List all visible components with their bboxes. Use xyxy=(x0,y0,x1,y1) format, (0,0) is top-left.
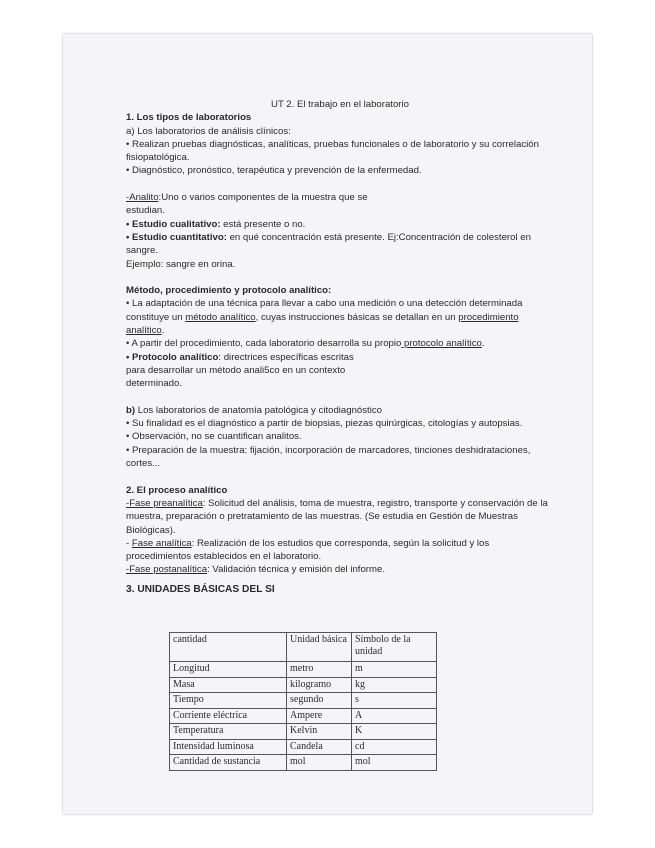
metodo-bullet-2-text: • A partir del procedimiento, cada laboratorio desarrolla su propio xyxy=(126,338,402,350)
metodo-bullet-1 xyxy=(126,297,556,337)
protocolo-label: • Protocolo analítico xyxy=(126,351,219,363)
procedimiento-analitico-link: procedimiento analítico xyxy=(126,311,519,337)
table-cell: Temperatura xyxy=(170,724,287,740)
section-3-heading: 3. UNIDADES BÁSICAS DEL SI xyxy=(126,583,275,595)
fase-analitica-label: Fase analítica xyxy=(131,537,192,549)
cualitativo-label: • Estudio cualitativo: xyxy=(126,218,221,230)
section-1a-bullet-2: • Diagnóstico, pronóstico, terapéutica y prevención de la enfermedad. xyxy=(126,165,422,177)
table-cell: Intensidad luminosa xyxy=(170,739,287,755)
fase-postanalitica xyxy=(126,563,556,576)
document-title: UT 2. El trabajo en el laboratorio xyxy=(271,99,409,110)
table-row xyxy=(170,755,437,771)
fase-preanalitica xyxy=(126,497,556,537)
section-1b-label: b) xyxy=(126,404,136,416)
metodo-bullet-1-text-2: , cuyas instrucciones básicas se detallan en un xyxy=(255,311,459,323)
table-cell: Masa xyxy=(170,677,287,693)
protocolo-line-2: para desarrollar un método anali5co en un contexto xyxy=(126,364,346,376)
metodo-bullet-1-end: . xyxy=(161,325,165,337)
table-cell: mol xyxy=(287,755,352,771)
table-cell: s xyxy=(352,693,437,709)
table-row xyxy=(170,677,437,693)
table-cell: Tiempo xyxy=(170,693,287,709)
section-1a-bullet-1: • Realizan pruebas diagnósticas, analíticas, pruebas funcionales o de laboratorio y su correlación fisiopatológica. xyxy=(126,138,539,164)
cuantitativo-text: en qué concentración está presente. Ej:Concentración de colesterol en sangre. xyxy=(126,231,531,257)
table-cell: Candela xyxy=(287,739,352,755)
table-cell: Ampere xyxy=(287,708,352,724)
metodo-bullet-2-end: . xyxy=(481,338,485,350)
table-header-cell: Unidad básica xyxy=(287,633,352,662)
analito-label: -Analito xyxy=(126,192,159,204)
table-cell: K xyxy=(352,724,437,740)
fase-postanalitica-text: : Validación técnica y emisión del informe. xyxy=(207,564,385,576)
table-row xyxy=(170,724,437,740)
section-1b-text: Los laboratorios de anatomía patológica y citodiagnóstico xyxy=(135,404,382,416)
table-cell: metro xyxy=(287,662,352,678)
cuantitativo-line xyxy=(126,231,556,258)
table-header-row xyxy=(170,633,437,662)
section-1b-bullet-3: • Preparación de la muestra: fijación, incorporación de marcadores, tinciones deshidrataciones, cortes... xyxy=(126,444,531,470)
document-body xyxy=(126,98,556,596)
section-1b-bullet-2: • Observación, no se cuantifican analitos. xyxy=(126,431,302,443)
table-cell: m xyxy=(352,662,437,678)
metodo-bullet-2 xyxy=(126,337,556,350)
table-row xyxy=(170,662,437,678)
table-cell: cd xyxy=(352,739,437,755)
table-row xyxy=(170,739,437,755)
table-header-cell: cantidad xyxy=(170,633,287,662)
fase-analitica-text: : Realización de los estudios que corresponda, según la solicitud y los procedimientos establecidos en el laboratorio. xyxy=(126,537,490,563)
section-2-heading: 2. El proceso analítico xyxy=(126,484,228,496)
metodo-bullet-1-text: • La adaptación de una técnica para llevar a cabo una medición o una detección determinada constituye un xyxy=(126,298,523,323)
table-cell: A xyxy=(352,708,437,724)
fase-analitica-prefix: - xyxy=(126,537,132,549)
protocolo-analitico-link: protocolo analítico xyxy=(401,338,482,350)
metodo-heading: Método, procedimiento y protocolo analítico: xyxy=(126,285,332,297)
metodo-analitico-link: método analítico xyxy=(185,311,256,323)
fase-preanalitica-label: -Fase preanalítica xyxy=(126,497,203,509)
cualitativo-text: está presente o no. xyxy=(220,218,306,230)
analito-definition xyxy=(126,191,371,218)
fase-preanalitica-text: : Solicitud del análisis, toma de muestra, registro, transporte y conservación de la muestra, preparación o pretratamiento de las muestras. (Se estudia en Gestión de Muestras Biológicas). xyxy=(126,497,548,536)
section-1a-heading: a) Los laboratorios de análisis clínicos: xyxy=(126,125,291,137)
cuantitativo-label: • Estudio cuantitativo: xyxy=(126,231,227,243)
table-row xyxy=(170,708,437,724)
analito-text: :Uno o varios componentes de la muestra que se estudian. xyxy=(126,192,368,217)
section-1b-heading xyxy=(126,404,556,417)
ejemplo-line: Ejemplo: sangre en orina. xyxy=(126,258,236,270)
protocolo-text: : directrices específicas escritas xyxy=(218,351,354,363)
fase-analitica xyxy=(126,537,556,564)
table-cell: kilogramo xyxy=(287,677,352,693)
table-cell: Corriente eléctrica xyxy=(170,708,287,724)
protocolo-line-3: determinado. xyxy=(126,378,182,390)
si-units-table xyxy=(169,632,437,771)
table-cell: Cantidad de sustancia xyxy=(170,755,287,771)
cualitativo-line xyxy=(126,218,556,231)
fase-postanalitica-label: -Fase postanalítica xyxy=(126,564,208,576)
table-cell: Kelvin xyxy=(287,724,352,740)
table-cell: segundo xyxy=(287,693,352,709)
table-row xyxy=(170,693,437,709)
table-cell: mol xyxy=(352,755,437,771)
section-1-heading: 1. Los tipos de laboratorios xyxy=(126,112,252,124)
table-header-cell: Símbolo de la unidad xyxy=(352,633,437,662)
table-cell: Longitud xyxy=(170,662,287,678)
section-1b-bullet-1: • Su finalidad es el diagnóstico a partir de biopsias, piezas quirúrgicas, citologías y autopsias. xyxy=(126,418,523,430)
table-cell: kg xyxy=(352,677,437,693)
metodo-bullet-3 xyxy=(126,351,556,364)
